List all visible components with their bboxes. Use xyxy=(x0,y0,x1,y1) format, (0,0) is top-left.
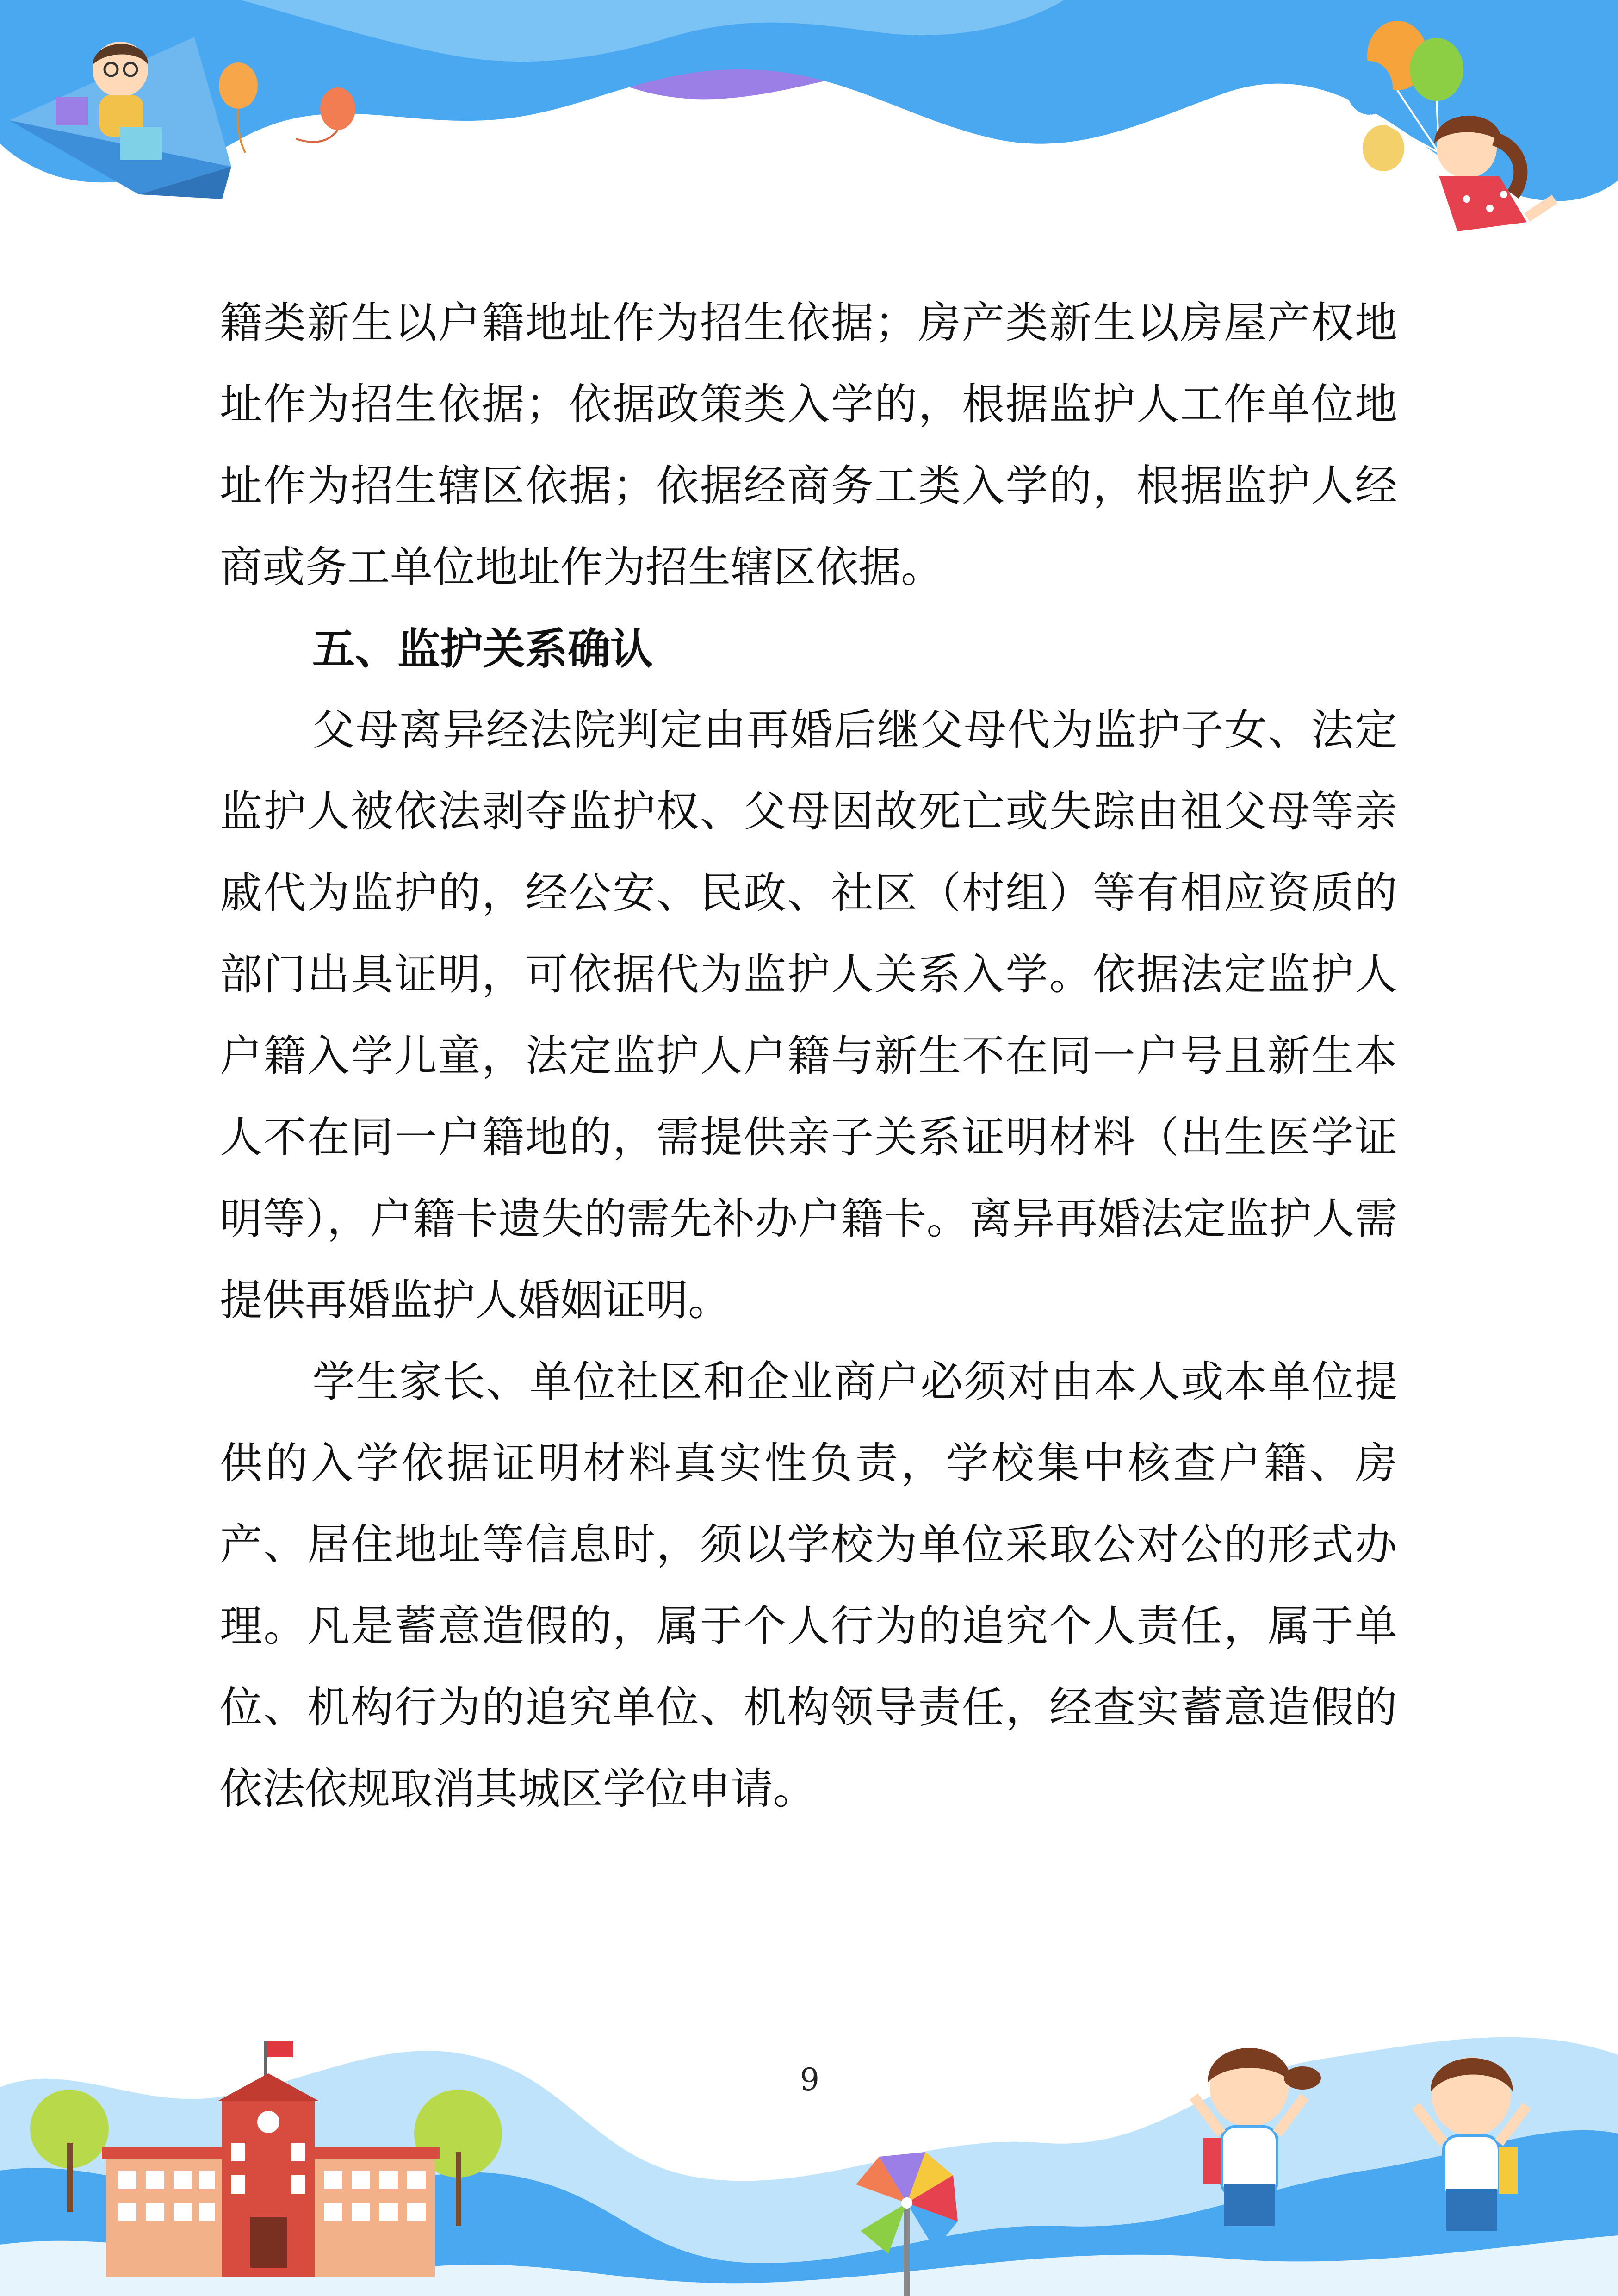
paragraph-2: 父母离异经法院判定由再婚后继父母代为监护子女、法定监护人被依法剥夺监护权、父母因故死亡或失踪由祖父母等亲戚代为监护的，经公安、民政、社区（村组）等有相应资质的部门出具证明，可依据代为监护人关系入学。依据法定监护人户籍入学儿童，法定监护人户籍与新生不在同一户号且新生本人不在同一户籍地的，需提供亲子关系证明材料（出生医学证明等），户籍卡遗失的需先补办户籍卡。离异再婚法定监护人需提供再婚监护人婚姻证明。 xyxy=(220,705,1397,1325)
section-heading: 五、监护关系确认 xyxy=(312,624,653,674)
paragraph-1: 籍类新生以户籍地址作为招生依据；房产类新生以房屋产权地址作为招生依据；依据政策类入学的，根据监护人工作单位地址作为招生辖区依据；依据经商务工类入学的，根据监护人经商或务工单位地址作为招生辖区依据。 xyxy=(220,298,1397,592)
document-body xyxy=(220,282,1397,1830)
page-number: 9 xyxy=(800,2062,819,2097)
paragraph-3: 学生家长、单位社区和企业商户必须对由本人或本单位提供的入学依据证明材料真实性负责，学校集中核查户籍、房产、居住地址等信息时，须以学校为单位采取公对公的形式办理。凡是蓄意造假的，属于个人行为的追究个人责任，属于单位、机构行为的追究单位、机构领导责任，经查实蓄意造假的依法依规取消其城区学位申请。 xyxy=(220,1357,1397,1814)
footer-decoration xyxy=(0,2004,1618,2296)
header-decoration xyxy=(0,0,1618,259)
